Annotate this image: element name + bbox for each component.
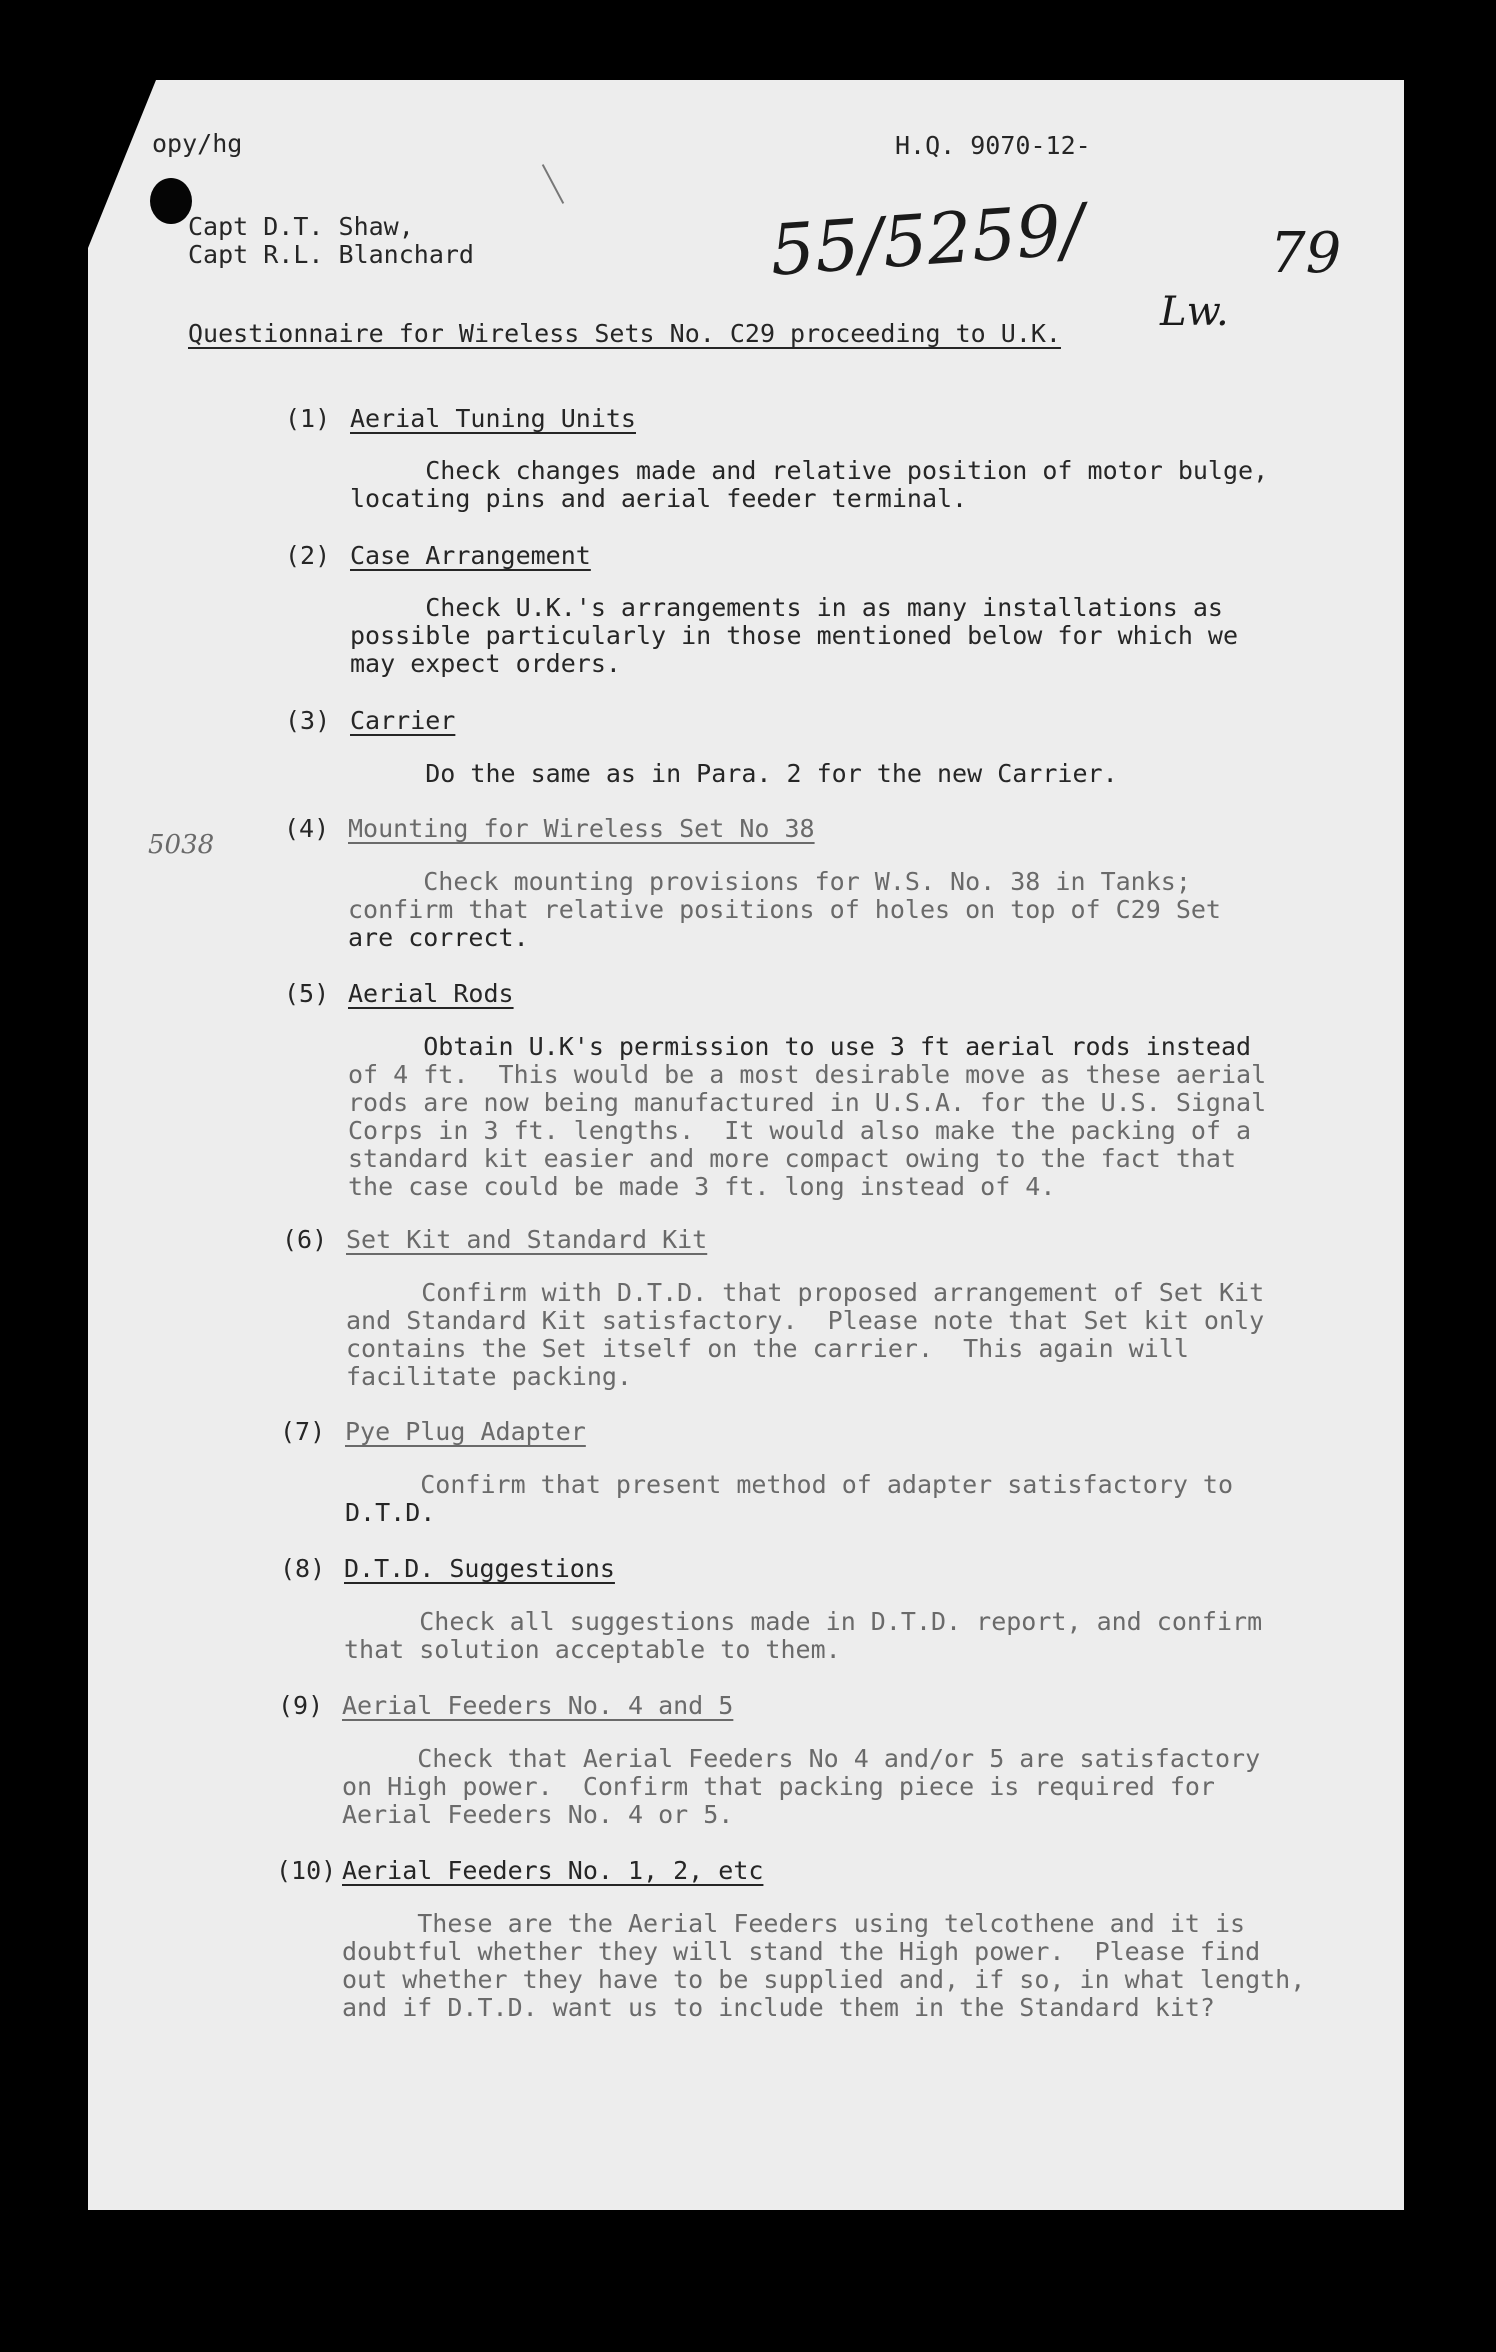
item-line: confirm that relative positions of holes on top of C29 Set	[348, 895, 1221, 924]
item-line: Check that Aerial Feeders No 4 and/or 5 are satisfactory	[342, 1744, 1261, 1773]
item-line: locating pins and aerial feeder terminal.	[350, 484, 968, 513]
recipient-line-2: Capt R.L. Blanchard	[188, 240, 474, 269]
item-heading: Aerial Feeders No. 1, 2, etc	[342, 1856, 764, 1885]
item-heading: Pye Plug Adapter	[345, 1417, 586, 1446]
item-line: Obtain U.K's permission to use 3 ft aerial rods instead	[348, 1032, 1252, 1061]
handwritten-reference: 55/5259/	[767, 188, 1087, 292]
item-number: (10)	[276, 1856, 337, 1885]
item-number: (1)	[285, 404, 331, 433]
item-heading: Aerial Rods	[348, 979, 514, 1008]
item-line: D.T.D.	[345, 1498, 436, 1527]
document-title: Questionnaire for Wireless Sets No. C29 proceeding to U.K.	[188, 319, 1061, 348]
item-number: (8)	[280, 1554, 326, 1583]
handwritten-number: 79	[1270, 221, 1342, 286]
item-line: and if D.T.D. want us to include them in the Standard kit?	[342, 1993, 1215, 2022]
item-number: (4)	[284, 814, 330, 843]
item-line: facilitate packing.	[346, 1362, 632, 1391]
item-line: Check all suggestions made in D.T.D. report, and confirm	[344, 1607, 1263, 1636]
item-line: standard kit easier and more compact owing to the fact that	[348, 1144, 1237, 1173]
item-line: possible particularly in those mentioned below for which we	[350, 621, 1239, 650]
margin-note: 5038	[148, 830, 215, 860]
item-line: Check changes made and relative position of motor bulge,	[350, 456, 1269, 485]
item-heading: Carrier	[350, 706, 456, 735]
item-heading: Aerial Feeders No. 4 and 5	[342, 1691, 734, 1720]
item-line: are correct.	[348, 923, 529, 952]
handwritten-mark: Lw.	[1160, 289, 1229, 335]
item-number: (9)	[278, 1691, 324, 1720]
item-line: doubtful whether they will stand the High power. Please find	[342, 1937, 1261, 1966]
item-line: Check mounting provisions for W.S. No. 38 in Tanks;	[348, 867, 1191, 896]
item-heading: Case Arrangement	[350, 541, 591, 570]
copy-reference: opy/hg	[152, 129, 243, 158]
item-heading: Set Kit and Standard Kit	[346, 1225, 708, 1254]
item-line: the case could be made 3 ft. long instead of 4.	[348, 1172, 1056, 1201]
item-line: Confirm that present method of adapter satisfactory to	[345, 1470, 1234, 1499]
item-heading: Mounting for Wireless Set No 38	[348, 814, 815, 843]
item-line: that solution acceptable to them.	[344, 1635, 841, 1664]
item-line: contains the Set itself on the carrier. This again will	[346, 1334, 1189, 1363]
item-line: rods are now being manufactured in U.S.A. for the U.S. Signal	[348, 1088, 1267, 1117]
item-number: (7)	[280, 1417, 326, 1446]
item-line: may expect orders.	[350, 649, 621, 678]
punch-hole	[150, 178, 192, 224]
item-line: Aerial Feeders No. 4 or 5.	[342, 1800, 734, 1829]
item-line: Corps in 3 ft. lengths. It would also make the packing of a	[348, 1116, 1252, 1145]
item-number: (5)	[284, 979, 330, 1008]
item-number: (6)	[282, 1225, 328, 1254]
item-line: These are the Aerial Feeders using telcothene and it is	[342, 1909, 1246, 1938]
item-line: out whether they have to be supplied and, if so, in what length,	[342, 1965, 1306, 1994]
item-line: Do the same as in Para. 2 for the new Carrier.	[350, 759, 1118, 788]
item-number: (2)	[285, 541, 331, 570]
item-heading: Aerial Tuning Units	[350, 404, 636, 433]
item-line: and Standard Kit satisfactory. Please note that Set kit only	[346, 1306, 1265, 1335]
item-line: of 4 ft. This would be a most desirable move as these aerial	[348, 1060, 1267, 1089]
item-line: Confirm with D.T.D. that proposed arrangement of Set Kit	[346, 1278, 1265, 1307]
item-line: Check U.K.'s arrangements in as many installations as	[350, 593, 1223, 622]
item-number: (3)	[285, 706, 331, 735]
item-line: on High power. Confirm that packing piece is required for	[342, 1772, 1215, 1801]
recipient-line-1: Capt D.T. Shaw,	[188, 212, 414, 241]
file-reference: H.Q. 9070-12-	[895, 131, 1091, 160]
item-heading: D.T.D. Suggestions	[344, 1554, 615, 1583]
